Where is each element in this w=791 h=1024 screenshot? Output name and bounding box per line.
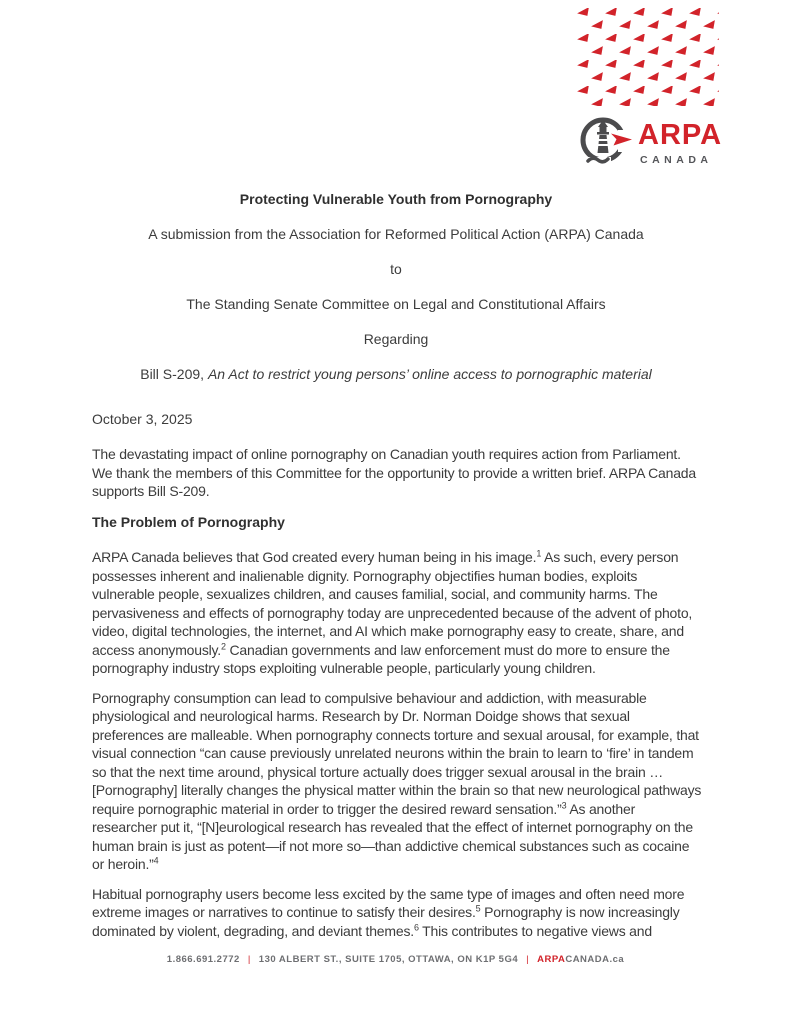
logo-wordmark xyxy=(638,121,722,166)
footnote-reference: 6 xyxy=(413,921,419,932)
footer-website-rest: CANADA.ca xyxy=(565,954,625,965)
title-block xyxy=(92,190,700,400)
footnote-reference: 5 xyxy=(475,903,481,914)
date-line: October 3, 2025 xyxy=(92,411,193,427)
arpa-logo xyxy=(577,113,727,169)
to-line: to xyxy=(390,261,402,277)
body-paragraph: Pornography consumption can lead to compulsive behaviour and addiction, with measurable physiological and neurological harms. Research by Dr. Norman Doidge shows that sexual preferences are malleable. When pornography connects torture and sexual arousal, for example, that visual connection “can cause previously unrelated neurons within the brain to learn to ‘fire’ in tandem so that the next time around, physical torture actually does trigger sexual arousal in the brain … [Pornography] literally changes the physical matter within the brain so that new neurological pathways require pornographic material in order to trigger the desired reward sensation.”$^3$ As another researcher put it, “[N]eurological research has revealed that the effect of internet pornography on the human brain is just as potent—if not more so—than addictive chemical substances such as cocaine or heroin.”$^4$ xyxy=(92,689,702,872)
bill-line xyxy=(92,365,700,384)
section-heading: The Problem of Pornography xyxy=(92,514,285,530)
footer-website xyxy=(537,954,624,965)
brand-subtitle: CANADA xyxy=(640,154,713,166)
brand-name: ARPA xyxy=(638,119,723,151)
arpa-logo-block xyxy=(577,8,727,169)
bill-number: Bill S-209, xyxy=(140,366,208,382)
red-triangle-arrows-pattern-icon xyxy=(577,8,719,106)
regarding-line: Regarding xyxy=(363,331,429,347)
submission-line: A submission from the Association for Reformed Political Action (ARPA) Canada xyxy=(148,226,644,242)
page-footer xyxy=(0,954,791,965)
footnote-reference: 4 xyxy=(153,855,159,866)
body-paragraph: ARPA Canada believes that God created every human being in his image.$^1$ As such, every person possesses inherent and inalienable dignity. Pornography objectifies human bodies, exploits vulnerable people, sexualizes children, and causes familial, social, and community harms. The pervasiveness and effects of pornography today are unprecedented because of the advent of photo, video, digital technologies, the internet, and AI which make pornography easy to create, share, and access anonymously.$^2$ Canadian governments and law enforcement must do more to ensure the pornography industry stops exploiting vulnerable people, particularly young children. xyxy=(92,548,693,676)
footer-separator: | xyxy=(526,954,530,965)
footer-address: 130 ALBERT ST., SUITE 1705, OTTAWA, ON K1P 5G4 xyxy=(258,954,519,965)
footer-phone: 1.866.691.2772 xyxy=(166,954,240,965)
document-title: Protecting Vulnerable Youth from Pornography xyxy=(239,191,553,207)
intro-paragraph: The devastating impact of online pornography on Canadian youth requires action from Parliament. We thank the members of this Committee for the opportunity to provide a written brief. ARPA Canada supports Bill S-209. xyxy=(92,446,696,499)
footer-website-brand: ARPA xyxy=(537,954,566,965)
bill-long-title: An Act to restrict young persons’ online access to pornographic material xyxy=(207,366,652,382)
body-paragraphs xyxy=(92,548,702,951)
footnote-reference: 3 xyxy=(561,799,567,810)
committee-line: The Standing Senate Committee on Legal and Constitutional Affairs xyxy=(186,296,606,312)
footer-separator: | xyxy=(247,954,251,965)
body-paragraph: Habitual pornography users become less excited by the same type of images and often need more extreme images or narratives to continue to satisfy their desires.$^5$ Pornography is now increasingly dominated by violent, degrading, and deviant themes.$^6$ This contributes to negative views and xyxy=(92,885,685,939)
lighthouse-logo-icon xyxy=(577,113,633,169)
footnote-reference: 2 xyxy=(221,640,226,651)
footnote-reference: 1 xyxy=(536,548,542,559)
